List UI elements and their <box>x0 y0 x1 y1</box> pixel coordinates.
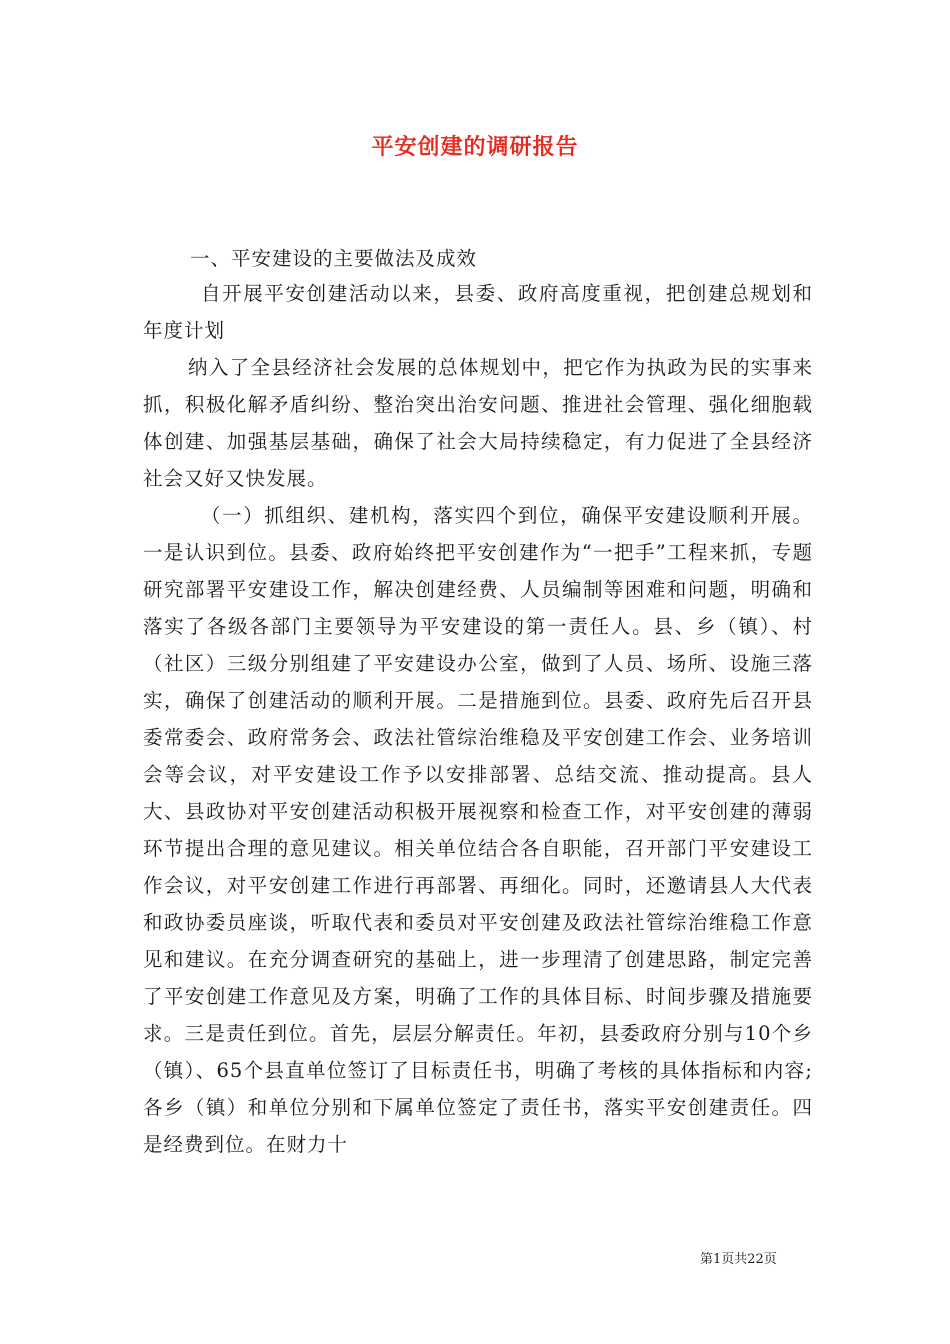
page-number-footer: 第1页共22页 <box>700 1252 777 1267</box>
section-heading: 一、平安建设的主要做法及成效 <box>190 247 478 270</box>
paragraph-1: 自开展平安创建活动以来，县委、政府高度重视，把创建总规划和年度计划 <box>143 282 813 342</box>
document-title: 平安创建的调研报告 <box>371 134 579 160</box>
paragraph-3: （一）抓组织、建机构，落实四个到位，确保平安建设顺利开展。一是认识到位。县委、政府始终把平安创建作为“一把手”工程来抓，专题研究部署平安建设工作，解决创建经费、人员编制等困难和问题，明确和落实了各级各部门主要领导为平安建设的第一责任人。县、乡（镇）、村（社区）三级分别组建了平安建设办公室，做到了人员、场所、设施三落实，确保了创建活动的顺利开展。二是措施到位。县委、政府先后召开县委常委会、政府常务会、政法社管综治维稳及平安创建工作会、业务培训会等会议，对平安建设工作予以安排部署、总结交流、推动提高。县人大、县政协对平安创建活动积极开展视察和检查工作，对平安创建的薄弱环节提出合理的意见建议。相关单位结合各自职能，召开部门平安建设工作会议，对平安创建工作进行再部署、再细化。同时，还邀请县人大代表和政协委员座谈，听取代表和委员对平安创建及政法社管综治维稳工作意见和建议。在充分调查研究的基础上，进一步理清了创建思路，制定完善了平安创建工作意见及方案，明确了工作的具体目标、时间步骤及措施要求。三是责任到位。首先，层层分解责任。年初，县委政府分别与10个乡（镇）、65个县直单位签订了目标责任书，明确了考核的具体指标和内容;各乡（镇）和单位分别和下属单位签定了责任书，落实平安创建责任。四是经费到位。在财力十 <box>143 504 813 1156</box>
paragraph-2: 纳入了全县经济社会发展的总体规划中，把它作为执政为民的实事来抓，积极化解矛盾纠纷、整治突出治安问题、推进社会管理、强化细胞载体创建、加强基层基础，确保了社会大局持续稳定，有力促进了全县经济社会又好又快发展。 <box>143 356 813 490</box>
